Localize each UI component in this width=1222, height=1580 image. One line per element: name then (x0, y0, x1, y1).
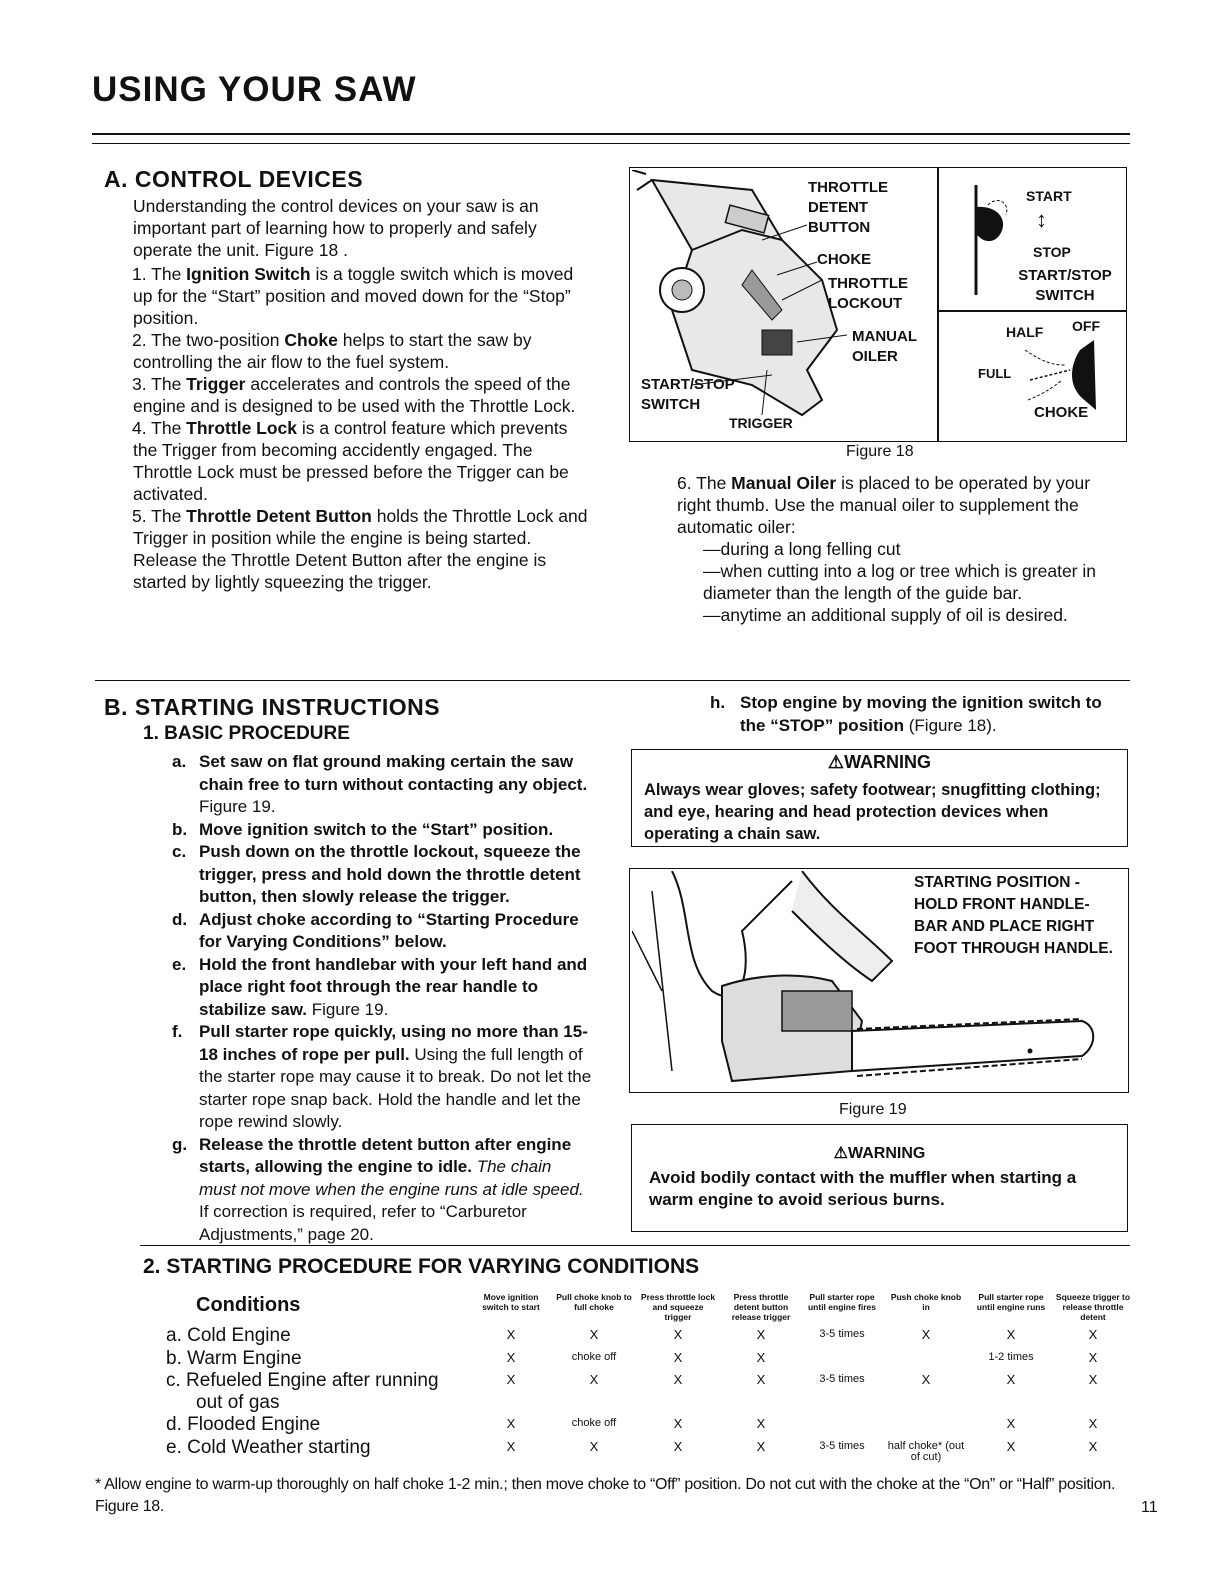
up-down-arrow-icon: ↕ (1036, 207, 1047, 232)
item-number: 6. (677, 473, 697, 493)
table-cell: X (1006, 1416, 1016, 1431)
step-letter: d. (172, 909, 188, 929)
table-cell: X (756, 1327, 766, 1342)
table-cell: X (673, 1350, 683, 1365)
control-device-text (133, 373, 589, 417)
table-cell: choke off (571, 1417, 617, 1429)
table-row-label: d. Flooded Engine (166, 1414, 321, 1435)
section-divider (95, 680, 1130, 681)
figure-18-caption: Figure 18 (846, 443, 914, 460)
table-column-header: Pull starter rope until engine fires (807, 1292, 876, 1312)
page-title: USING YOUR SAW (92, 70, 417, 109)
table-cell: 3-5 times (819, 1373, 865, 1385)
table-cell: X (506, 1327, 516, 1342)
choke-lever-illustration (1010, 340, 1110, 410)
table-cell: half choke* (out of cut) (887, 1440, 965, 1463)
table-cell: 1-2 times (988, 1351, 1034, 1363)
table-cell: X (506, 1350, 516, 1365)
table-cell: X (1088, 1372, 1098, 1387)
step-letter: f. (172, 1022, 183, 1041)
oiler-list-item: —anytime an additional supply of oil is desired. (703, 605, 1068, 625)
table-cell: X (589, 1372, 599, 1387)
step-bold-text: Pull starter rope quickly, using no more than 15-18 inches of rope per pull. (199, 1022, 588, 1064)
warning-1-title-row (631, 752, 1128, 773)
table-column-header: Pull starter rope until engine runs (976, 1292, 1046, 1312)
label-trigger: TRIGGER (729, 415, 793, 431)
page-number: 11 (1141, 1499, 1158, 1516)
step-bold-text: Stop engine by moving the ignition switch to the “STOP” position (740, 693, 1102, 735)
section-a-intro: Understanding the control devices on your saw is an important part of learning how to properly and safely operate the unit. Figure 18 . (133, 196, 539, 260)
table-cell: 3-5 times (819, 1328, 865, 1340)
item-number: 2. (132, 330, 152, 350)
label-stop: STOP (1033, 244, 1071, 260)
conditions-label: Conditions (196, 1294, 301, 1316)
step-bold-text: Move ignition switch to the “Start” position. (199, 819, 554, 839)
control-device-text (133, 417, 589, 505)
procedure-step (172, 751, 592, 819)
item-pre: The (151, 506, 187, 526)
item-number: 4. (132, 418, 152, 438)
item-pre: The (151, 264, 187, 284)
table-cell: X (589, 1327, 599, 1342)
basic-procedure-heading: 1. BASIC PROCEDURE (143, 723, 350, 744)
warning-2-text: Avoid bodily contact with the muffler when starting a warm engine to avoid serious burns. (649, 1168, 1077, 1209)
step-bold-text: Set saw on flat ground making certain the saw chain free to turn without contacting any object. (199, 752, 588, 794)
figure-18-divider-h (937, 310, 1127, 312)
control-device-item (133, 373, 589, 417)
label-choke: CHOKE (817, 251, 872, 268)
control-devices-list (133, 263, 589, 593)
label-start-stop-switch: START/STOP SWITCH (641, 376, 735, 413)
table-cell: X (756, 1416, 766, 1431)
table-row-label: e. Cold Weather starting (166, 1437, 371, 1458)
procedure-step (172, 954, 592, 1022)
table-row-label: a. Cold Engine (166, 1325, 291, 1346)
table-cell: X (1088, 1327, 1098, 1342)
figure-18-divider-v (937, 167, 939, 442)
control-device-text (677, 472, 1129, 538)
procedure-step (172, 841, 592, 909)
step-plain-text: Figure 19. (307, 999, 389, 1019)
table-cell: X (506, 1439, 516, 1454)
figure-19-caption: Figure 19 (839, 1101, 907, 1118)
item-term: Ignition Switch (186, 264, 311, 284)
label-throttle-detent: THROTTLE DETENT BUTTON (808, 179, 888, 236)
table-row-label: c. Refueled Engine after running (166, 1370, 439, 1391)
procedure-step (172, 1134, 592, 1247)
table-cell: 3-5 times (819, 1440, 865, 1452)
step-bold-text: Push down on the throttle lockout, squeeze the trigger, press and hold down the throttle detent button, then slowly release the trigger. (199, 842, 581, 906)
step-letter: a. (172, 752, 187, 771)
table-cell: choke off (571, 1351, 617, 1363)
basic-procedure-steps (172, 751, 592, 1246)
label-manual-oiler: MANUAL OILER (852, 328, 917, 365)
table-cell: X (1006, 1439, 1016, 1454)
table-cell: X (673, 1372, 683, 1387)
section-2-heading: 2. STARTING PROCEDURE FOR VARYING CONDITIONS (143, 1255, 700, 1278)
step-bold-text: Release the throttle detent button after engine starts, allowing the engine to idle. (199, 1134, 572, 1176)
title-rule-bottom (92, 143, 1130, 144)
item-pre: The two-position (151, 330, 285, 350)
control-device-text (133, 329, 589, 373)
control-device-item-6 (677, 472, 1129, 626)
item-term: Throttle Lock (186, 418, 298, 438)
oiler-list-item: —during a long felling cut (703, 539, 901, 559)
table-cell: X (756, 1350, 766, 1365)
control-device-item (133, 417, 589, 505)
procedure-step (172, 909, 592, 954)
table-column-header: Pull choke knob to full choke (556, 1292, 632, 1312)
table-cell: X (756, 1372, 766, 1387)
item-term: Trigger (186, 374, 246, 394)
table-row-label: b. Warm Engine (166, 1348, 302, 1369)
warning-triangle-icon: ⚠ (833, 1145, 848, 1162)
item-term: Choke (284, 330, 338, 350)
warning-2-title-row (631, 1143, 1128, 1163)
item-pre: The (151, 374, 187, 394)
table-column-header: Press throttle detent button release trigger (731, 1292, 791, 1322)
label-start: START (1026, 188, 1072, 204)
item-term: Manual Oiler (731, 473, 837, 493)
section-b-heading: B. STARTING INSTRUCTIONS (104, 694, 441, 720)
table-cell: X (1088, 1439, 1098, 1454)
section-a-heading: A. CONTROL DEVICES (104, 166, 364, 192)
table-cell: X (506, 1372, 516, 1387)
label-off: OFF (1072, 318, 1100, 334)
table-cell: X (673, 1416, 683, 1431)
item-term: Throttle Detent Button (186, 506, 372, 526)
table-cell: X (589, 1439, 599, 1454)
item-post: is a control feature which prevents the Trigger from becoming accidently engaged. The Throttle Lock must be pressed before the Trigger can be activated. (133, 418, 569, 504)
table-cell: X (673, 1439, 683, 1454)
step-letter: c. (172, 842, 187, 861)
table-cell: X (1088, 1416, 1098, 1431)
step-bold-text: Hold the front handlebar with your left hand and place right foot through the rear handle to stabilize saw. (199, 954, 588, 1019)
step-letter: h. (710, 693, 726, 712)
step-plain-text: Figure 19. (199, 797, 276, 816)
table-column-header: Press throttle lock and squeeze trigger (640, 1292, 716, 1322)
warning-triangle-icon: ⚠ (827, 752, 845, 772)
procedure-step (710, 692, 1130, 737)
item-post: holds the Throttle Lock and Trigger in position while the engine is being started. Release the Throttle Detent Button after the engine is started by lightly squeezing the trigger. (133, 506, 588, 592)
item-post: is placed to be operated by your right thumb. Use the manual oiler to supplement the automatic oiler: (677, 473, 1091, 537)
label-half: HALF (1006, 324, 1044, 340)
label-throttle-lockout: THROTTLE LOCKOUT (828, 275, 908, 312)
table-column-header: Squeeze trigger to release throttle detent (1055, 1292, 1131, 1322)
item-post: helps to start the saw by controlling the air flow to the fuel system. (133, 330, 532, 372)
step-plain-text: (Figure 18). (904, 715, 997, 735)
step-plain-text: Using the full length of the starter rope may cause it to break. Do not let the starter rope snap back. Hold the handle and let the rope rewind slowly. (199, 1044, 592, 1131)
table-cell: X (673, 1327, 683, 1342)
warning-1-title: WARNING (844, 752, 932, 772)
warning-1-text: Always wear gloves; safety footwear; snugfitting clothing; and eye, hearing and head protection devices when operating a chain saw. (644, 781, 1101, 843)
item-number: 5. (132, 506, 152, 526)
table-column-header: Push choke knob in (890, 1292, 962, 1312)
title-rule-top (92, 133, 1130, 135)
table-cell: X (921, 1372, 931, 1387)
table-cell: X (1088, 1350, 1098, 1365)
label-choke-2: CHOKE (1034, 404, 1089, 421)
item-pre: The (151, 418, 187, 438)
step-plain-text: If correction is required, refer to “Carburetor Adjustments,” page 20. (199, 1202, 527, 1244)
step-letter: e. (172, 954, 187, 974)
figure-19-label: STARTING POSITION - HOLD FRONT HANDLE-BAR AND PLACE RIGHT FOOT THROUGH HANDLE. (914, 874, 1113, 957)
oiler-list-item: —when cutting into a log or tree which is greater in diameter than the length of the guide bar. (703, 561, 1096, 603)
table-cell: X (1006, 1327, 1016, 1342)
item-number: 1. (132, 264, 152, 284)
procedure-step (172, 819, 592, 842)
label-start-stop-switch-2: START/STOP SWITCH (1018, 267, 1112, 304)
step-letter: g. (172, 1134, 188, 1154)
table-cell: X (1006, 1372, 1016, 1387)
warning-2-title: WARNING (848, 1145, 926, 1162)
step-bold-text: Adjust choke according to “Starting Procedure for Varying Conditions” below. (199, 909, 579, 951)
control-device-text (133, 505, 589, 593)
item-pre: The (696, 473, 732, 493)
control-device-item (133, 505, 589, 593)
control-device-text (133, 263, 589, 329)
step-h (710, 692, 1130, 737)
item-post: accelerates and controls the speed of the engine and is designed to be used with the Throttle Lock. (133, 374, 576, 416)
step-italic-text: The chain must not move when the engine runs at idle speed. (199, 1157, 584, 1199)
item-number: 3. (132, 374, 152, 394)
control-device-item (133, 263, 589, 329)
table-cell: X (921, 1327, 931, 1342)
procedure-step (172, 1021, 592, 1134)
table-column-header: Move ignition switch to start (482, 1292, 540, 1312)
step-letter: b. (172, 819, 188, 839)
label-full: FULL (978, 366, 1012, 381)
footnote: * Allow engine to warm-up thoroughly on half choke 1-2 min.; then move choke to “Off” position. Do not cut with the choke at the “On” or “Half” position. Figure 18. (95, 1476, 1116, 1515)
item-post: is a toggle switch which is moved up for the “Start” position and moved down for the “Stop” position. (133, 264, 574, 328)
table-row-label-cont: out of gas (196, 1392, 280, 1413)
control-device-item (133, 329, 589, 373)
table-cell: X (506, 1416, 516, 1431)
table-cell: X (756, 1439, 766, 1454)
section-2-rule (140, 1245, 1130, 1246)
